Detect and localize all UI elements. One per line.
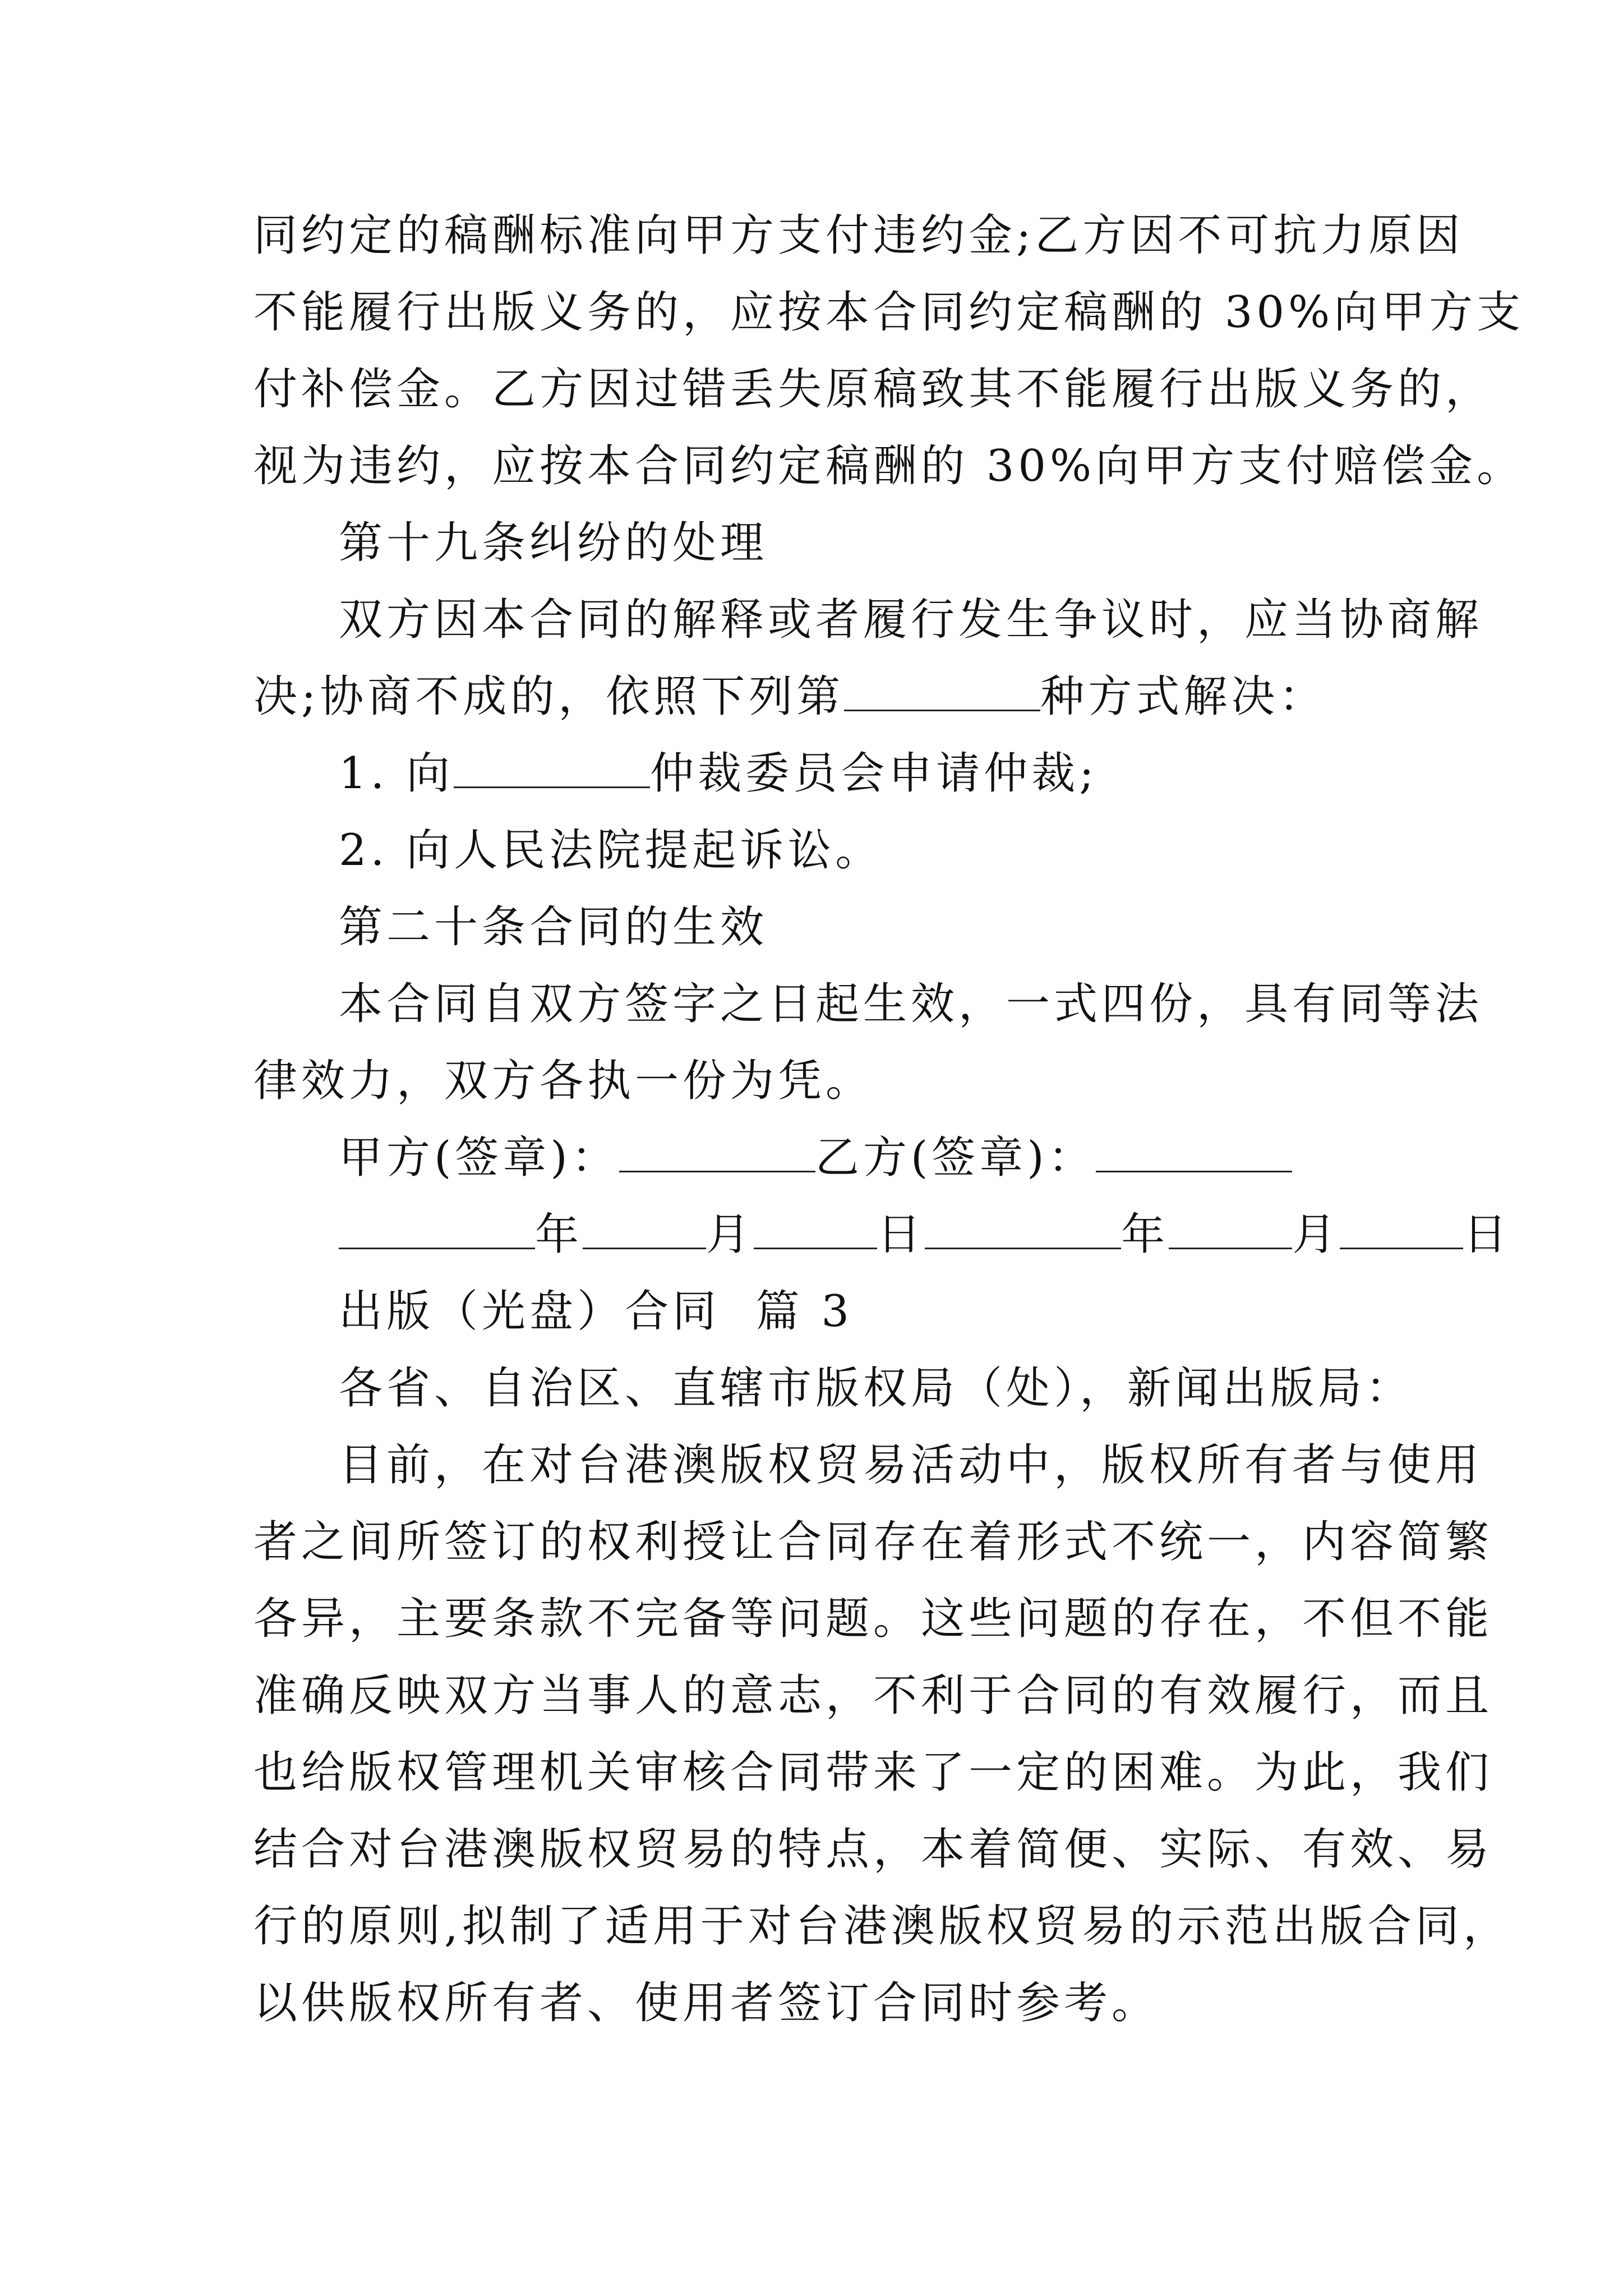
party-b-label: 乙方(签章)：: [815, 1133, 1096, 1183]
paragraph-line: 不能履行出版义务的，应按本合同约定稿酬的 30%向甲方支: [253, 287, 1525, 338]
paragraph-line: 以供版权所有者、使用者签订合同时参考。: [253, 1978, 1160, 2028]
party-b-signature-blank: [1096, 1122, 1292, 1172]
addressee: 各省、自治区、直辖市版权局（处），新闻出版局：: [339, 1363, 1414, 1414]
text-segment: 决;协商不成的，依照下列第: [253, 671, 845, 722]
text-segment: 仲裁委员会申请仲裁;: [650, 748, 1098, 799]
paragraph-line: 行的原则,拟制了适用于对台港澳版权贸易的示范出版合同，: [253, 1901, 1511, 1952]
year-blank: [925, 1199, 1121, 1249]
party-a-signature-blank: [619, 1122, 815, 1172]
paragraph-line: 同约定的稿酬标准向甲方支付违约金;乙方因不可抗力原因: [253, 210, 1464, 261]
month-label: 月: [706, 1209, 754, 1260]
option-1: [339, 734, 1472, 813]
month-blank: [1169, 1199, 1292, 1249]
date-line: [339, 1195, 1511, 1274]
section-title: 出版（光盘）合同 篇 3: [339, 1286, 854, 1337]
paragraph-line: 目前，在对台港澳版权贸易活动中，版权所有者与使用: [339, 1440, 1483, 1490]
paragraph-line: 也给版权管理机关审核合同带来了一定的困难。为此，我们: [253, 1747, 1493, 1798]
signature-line: [339, 1119, 1472, 1197]
paragraph-line: 各异，主要条款不完备等问题。这些问题的存在，不但不能: [253, 1594, 1493, 1644]
fill-in-blank: [454, 738, 650, 788]
day-blank: [754, 1199, 877, 1249]
day-label: 日: [877, 1209, 925, 1260]
day-label: 日: [1463, 1209, 1511, 1260]
paragraph-line: 准确反映双方当事人的意志，不利于合同的有效履行，而且: [253, 1671, 1493, 1721]
article-20-heading: 第二十条合同的生效: [339, 902, 768, 953]
day-blank: [1340, 1199, 1463, 1249]
article-19-heading: 第十九条纠纷的处理: [339, 518, 768, 568]
month-label: 月: [1292, 1209, 1340, 1260]
paragraph-line: 律效力，双方各执一份为凭。: [253, 1056, 874, 1106]
paragraph-line: 视为违约，应按本合同约定稿酬的 30%向甲方支付赔偿金。: [253, 441, 1525, 491]
year-label: 年: [535, 1209, 583, 1260]
year-blank: [339, 1199, 535, 1249]
paragraph-line: 结合对台港澳版权贸易的特点，本着简便、实际、有效、易: [253, 1824, 1493, 1875]
paragraph-line: 本合同自双方签字之日起生效，一式四份，具有同等法: [339, 979, 1483, 1029]
fill-in-blank: [844, 661, 1040, 711]
year-label: 年: [1121, 1209, 1169, 1260]
party-a-label: 甲方(签章)：: [339, 1133, 619, 1183]
option-2: 2. 向人民法院提起诉讼。: [339, 825, 883, 876]
paragraph-line: 付补偿金。乙方因过错丢失原稿致其不能履行出版义务的，: [253, 364, 1493, 415]
month-blank: [583, 1199, 706, 1249]
paragraph-line-with-blank: [253, 657, 1386, 736]
paragraph-line: 双方因本合同的解释或者履行发生争议时，应当协商解: [339, 595, 1483, 645]
text-segment: 种方式解决：: [1040, 671, 1327, 722]
text-segment: 1. 向: [339, 748, 454, 799]
paragraph-line: 者之间所签订的权利授让合同存在着形式不统一，内容简繁: [253, 1517, 1493, 1567]
